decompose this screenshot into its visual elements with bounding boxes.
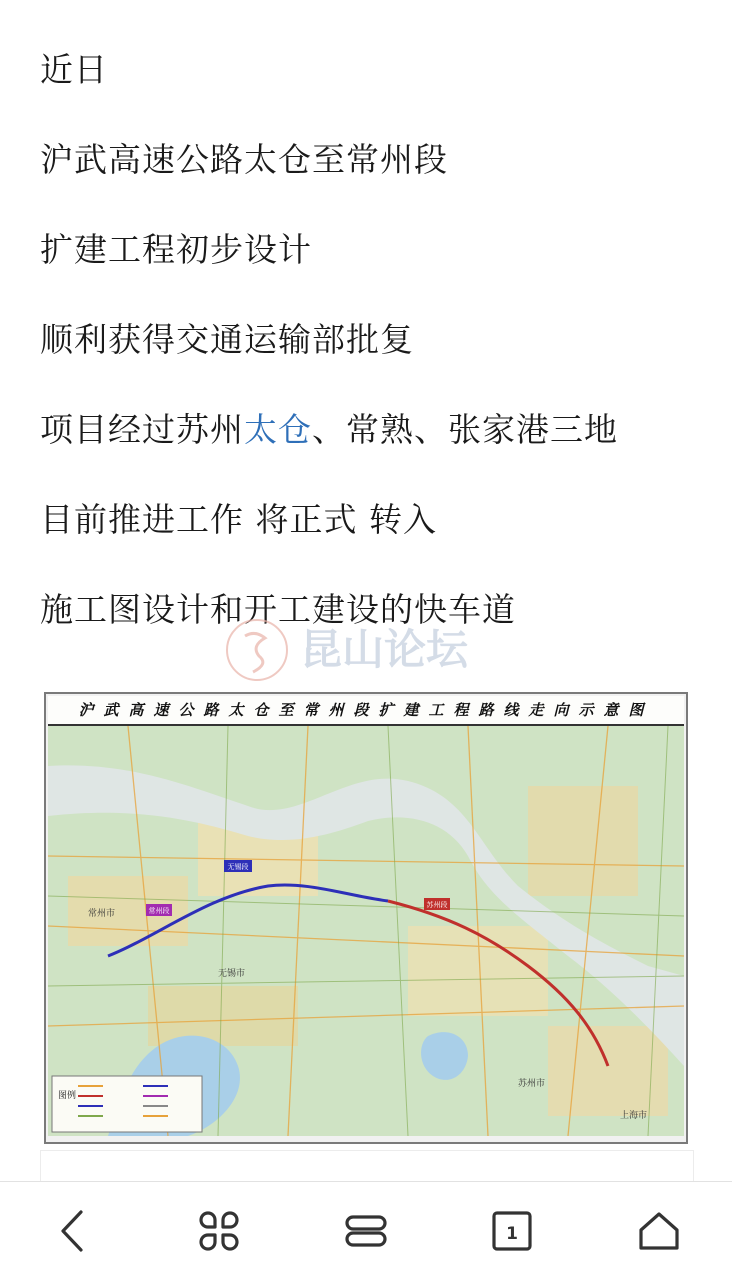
article-line: 目前推进工作 将正式 转入	[40, 500, 437, 539]
city-label: 常州市	[88, 909, 116, 919]
city-label: 苏州市	[518, 1079, 546, 1089]
article-line: 扩建工程初步设计	[40, 230, 312, 269]
map-marker-label: 常州段	[148, 907, 170, 915]
home-icon	[636, 1208, 682, 1254]
menu-icon	[343, 1208, 389, 1254]
back-arrow-icon	[55, 1208, 91, 1254]
kunshan-forum-watermark	[225, 600, 525, 700]
city-label: 上海市	[620, 1111, 648, 1121]
browser-bottom-bar	[0, 1181, 732, 1280]
route-text-before: 项目经过苏州	[40, 410, 244, 449]
menu-button[interactable]	[331, 1196, 401, 1266]
city-label: 无锡市	[218, 969, 246, 979]
map-graphic	[48, 726, 684, 1136]
tab-count: 1	[506, 1224, 518, 1244]
route-map-image[interactable]	[44, 692, 688, 1144]
map-marker-label: 苏州段	[426, 901, 448, 909]
article-line: 施工图设计和开工建设的快车道	[40, 590, 516, 629]
apps-button[interactable]	[184, 1196, 254, 1266]
apps-icon	[196, 1208, 242, 1254]
route-text-after: 、常熟、张家港三地	[312, 410, 618, 449]
home-button[interactable]	[624, 1196, 694, 1266]
tabs-icon	[489, 1208, 535, 1254]
legend-label: 图例	[58, 1091, 77, 1101]
article-line: 近日	[40, 50, 108, 89]
article-line-route	[40, 408, 618, 452]
map-marker-label: 无锡段	[227, 863, 249, 871]
taicang-link[interactable]: 太仓	[244, 410, 312, 449]
back-button[interactable]	[38, 1196, 108, 1266]
article-line: 顺利获得交通运输部批复	[40, 320, 414, 359]
tabs-button[interactable]	[477, 1196, 547, 1266]
map-title: 沪武高速公路太仓至常州段扩建工程路线走向示意图	[48, 696, 684, 726]
watermark-text: 昆山论坛	[300, 625, 469, 674]
article-line: 沪武高速公路太仓至常州段	[40, 140, 448, 179]
